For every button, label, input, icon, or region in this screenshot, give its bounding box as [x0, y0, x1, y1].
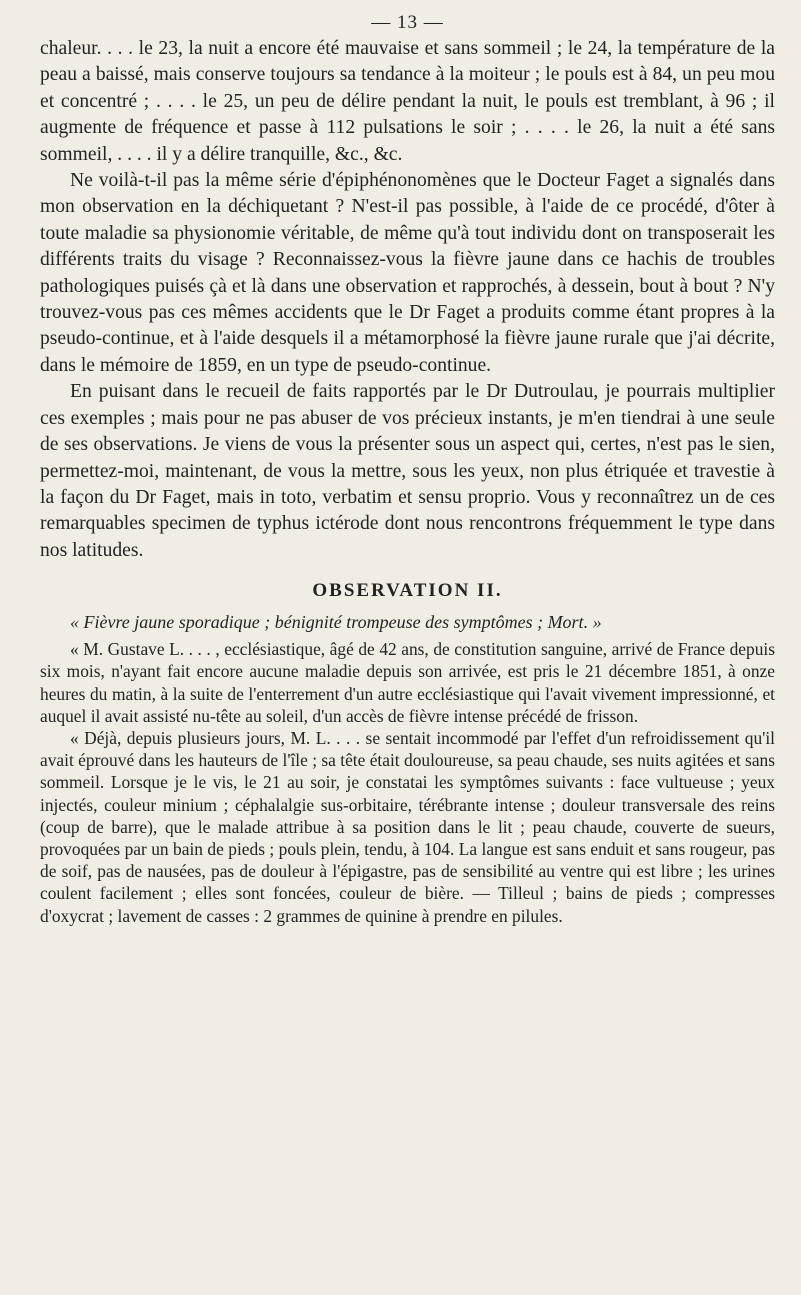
page-number: — 13 — [371, 12, 444, 33]
paragraph-continuation: chaleur. . . . le 23, la nuit a encore été mauvaise et sans sommeil ; le 24, la température de la peau a baissé, mais conserve toujours sa tendance à la moiteur ; le pouls est à 84, un peu mou et concentré ; . . . . le 25, un peu de délire pendant la nuit, le pouls est tremblant, à 96 ; il augmente de fréquence et passe à 112 pulsations le soir ; . . . . le 26, la nuit a été sans sommeil, . . . . il y a délire tranquille, &c., &c. [40, 38, 775, 165]
observation-paragraph-patient: « M. Gustave L. . . . , ecclésiastique, âgé de 42 ans, de constitution sanguine, arrivé de France depuis six mois, n'ayant fait encore aucune maladie depuis son arrivée, est pris le 21 décembre 1851, à onze heures du matin, à la suite de l'enterrement d'un autre ecclésiastique qui l'avait vivement impressionné, et auquel il avait assisté nu-tête au soleil, d'un accès de fièvre intense précédé de frisson. [40, 639, 775, 726]
observation-paragraph-symptoms: « Déjà, depuis plusieurs jours, M. L. . . . se sentait incommodé par l'effet d'un refroidissement qu'il avait éprouvé dans les hauteurs de l'île ; sa tête était douloureuse, sa peau chaude, ses nuits agitées et sans sommeil. Lorsque je le vis, le 21 au soir, je constatai les symptômes suivants : face vultueuse ; yeux injectés, couleur minium ; céphalalgie sus-orbitaire, térébrante intense ; douleur transversale des reins (coup de barre), que le malade attribue à sa position dans le lit ; peau chaude, couverte de sueurs, provoquées par un bain de pieds ; pouls plein, tendu, à 104. La langue est sans enduit et sans rougeur, pas de soif, pas de nausées, pas de douleur à l'épigastre, pas de sensibilité au ventre qui est libre ; les urines coulent facilement ; elles sont foncées, couleur de bière. — Tilleul ; bains de pieds ; compresses d'oxycrat ; lavement de casses : 2 grammes de quinine à prendre en pilules. [40, 727, 775, 926]
paragraph-dutroulau: En puisant dans le recueil de faits rapportés par le Dr Dutroulau, je pourrais multiplier ces exemples ; mais pour ne pas abuser de vos précieux instants, je m'en tiendrai à une seule de ses observations. Je viens de vous la présenter sous un aspect qui, certes, n'est pas le sien, permettez-moi, maintenant, de vous la mettre, sous les yeux, non plus étriquée et travestie à la façon du Dr Faget, mais in toto, verbatim et sensu proprio. Vous y reconnaîtrez un de ces remarquables specimen de typhus ictérode dont nous rencontrons fréquemment le type dans nos latitudes. [40, 381, 775, 561]
paragraph-faget-series: Ne voilà-t-il pas la même série d'épiphénonomènes que le Docteur Faget a signalés dans mon observation en la déchiquetant ? N'est-il pas possible, à l'aide de ce procédé, d'ôter à toute maladie sa physionomie véritable, de même qu'à tout individu dont on transposerait les différents traits du visage ? Reconnaissez-vous la fièvre jaune dans ce hachis de troubles pathologiques puisés çà et là dans une observation et rapprochés, à dessein, bout à bout ? N'y trouvez-vous pas ces mêmes accidents que le Dr Faget a produits comme étant propres à la pseudo-continue, et à l'aide desquels il a métamorphosé la fièvre jaune rurale que j'ai décrite, dans le mémoire de 1859, en un type de pseudo-continue. [40, 170, 775, 376]
observation-epigraph: « Fièvre jaune sporadique ; bénignité trompeuse des symptômes ; Mort. » [70, 612, 602, 633]
observation-heading: OBSERVATION II. [312, 580, 503, 602]
